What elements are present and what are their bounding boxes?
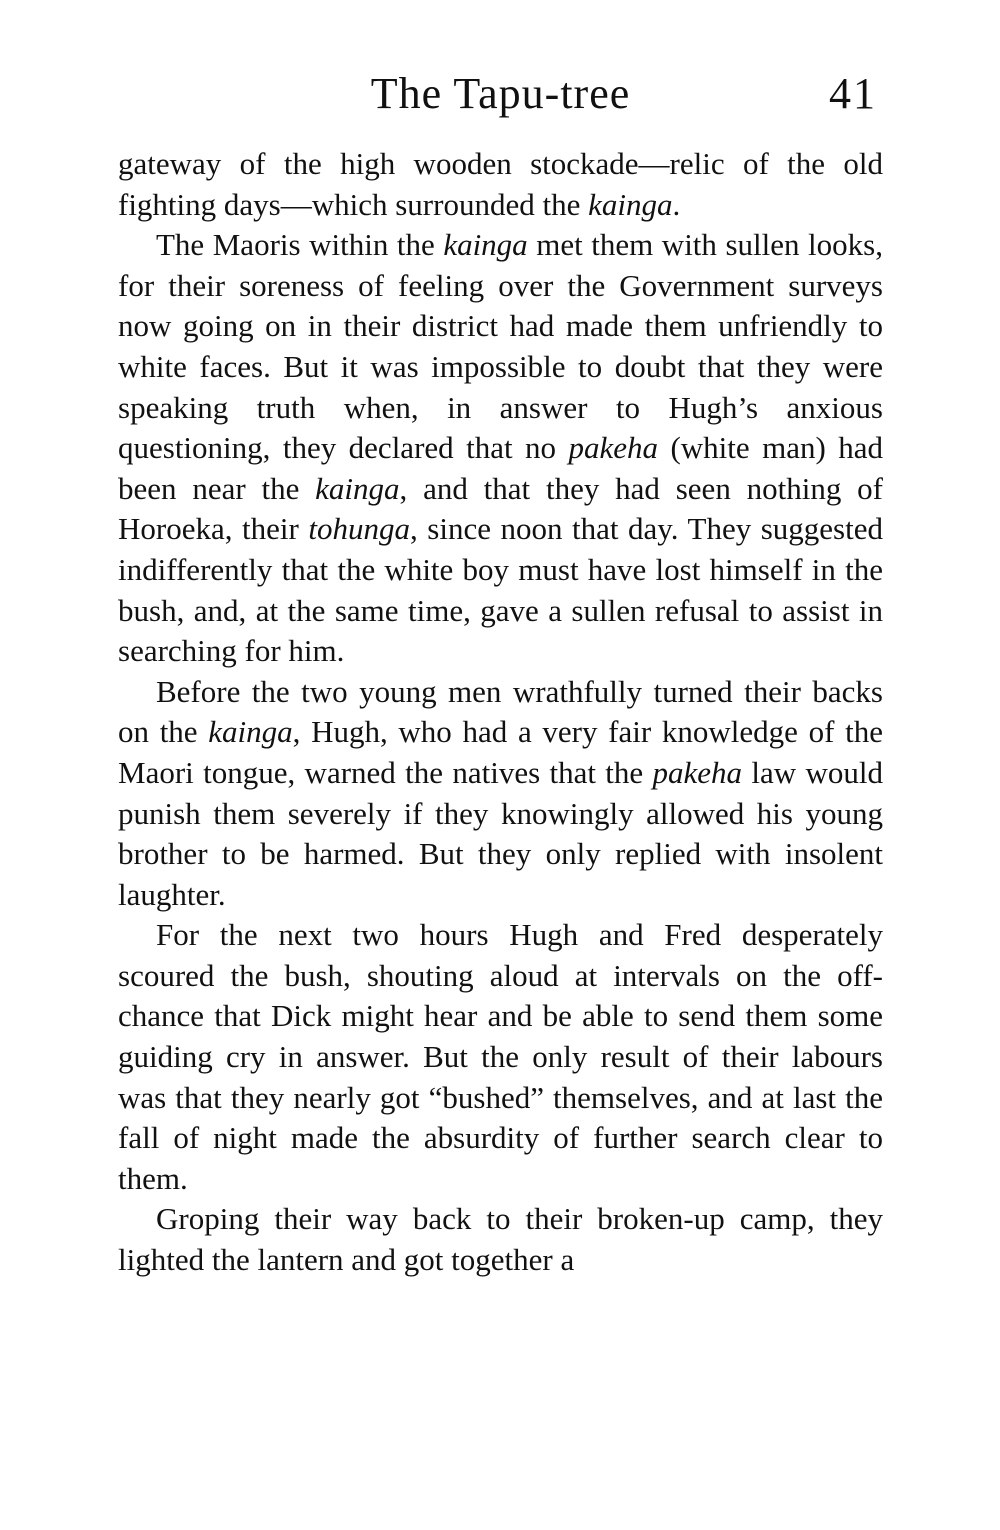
paragraph xyxy=(118,225,883,672)
paragraph xyxy=(118,915,883,1199)
text-segment: gateway of the high wooden stockade—relic of the old fighting days—which surrounded the xyxy=(118,146,883,222)
page-number: 41 xyxy=(829,69,877,118)
italic-word: kainga xyxy=(588,186,673,222)
italic-word: pakeha xyxy=(568,430,658,466)
running-title: The Tapu-tree xyxy=(370,69,631,118)
text-segment: , since noon that day. They suggested indifferently that the white boy must have lost himself in the bush, and, at the same time, gave a sullen refusal to assist in searching for him. xyxy=(118,511,883,669)
paragraph xyxy=(118,672,883,916)
italic-word: tohunga xyxy=(308,511,410,547)
text-segment: , Hugh, who had a very fair knowledge of the Maori tongue, warned the natives that the xyxy=(118,714,883,790)
paragraph xyxy=(118,144,883,225)
text-segment: met them with sullen looks, for their soreness of feeling over the Government surveys now going on in their district had made them unfriendly to white faces. But it was impossible to doubt that they were speaking truth when, in answer to Hugh’s anxious questioning, they declared that no xyxy=(118,227,883,466)
text-segment: . xyxy=(672,186,681,222)
italic-word: kainga xyxy=(315,470,400,506)
text-segment: Before the two young men wrathfully turned their backs on the xyxy=(118,673,883,750)
text-segment: , and that they had seen nothing of Horoeka, their xyxy=(118,470,883,547)
text-segment: (white man) had been near the xyxy=(118,430,883,506)
text-segment: The Maoris within the xyxy=(156,227,444,263)
italic-word: kainga xyxy=(443,227,528,263)
text-segment: Groping their way back to their broken-up camp, they lighted the lantern and got together a xyxy=(118,1201,883,1278)
text-segment: law would punish them severely if they knowingly allowed his young brother to be harmed. But they only replied with insolent laughter. xyxy=(118,754,883,912)
text-segment: For the next two hours Hugh and Fred desperately scoured the bush, shouting aloud at intervals on the off-chance that Dick might hear and be able to send them some guiding cry in answer. But the only result of their labours was that they nearly got “bushed” themselves, and at last the fall of night made the absurdity of further search clear to them. xyxy=(118,917,883,1196)
italic-word: pakeha xyxy=(652,754,743,790)
running-head xyxy=(118,70,883,118)
body-text xyxy=(118,144,883,1281)
book-page xyxy=(118,70,883,1281)
italic-word: kainga xyxy=(208,714,293,750)
paragraph xyxy=(118,1199,883,1280)
